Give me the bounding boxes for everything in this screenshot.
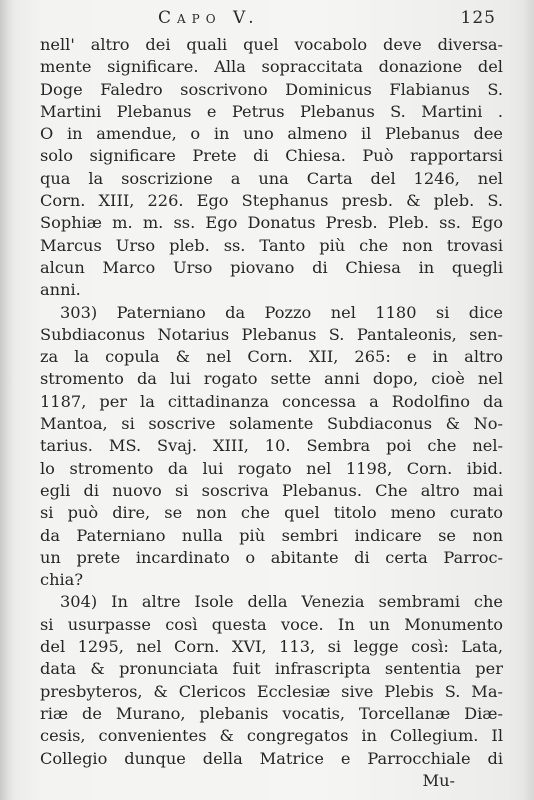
text-line: si può dire, se non che quel titolo meno curato [40,503,503,523]
text-line: stromento da lui rogato sette anni dopo, cioè nel [40,369,503,389]
text-line: egli di nuovo si soscriva Plebanus. Che altro mai [40,480,503,500]
text-line: mente significare. Alla sopraccitata donazione del [40,57,503,77]
text-line: Corn. XIII, 226. Ego Stephanus presb. & pleb. S. [40,191,503,211]
page-header [40,8,500,30]
text-line: za la copula & nel Corn. XII, 265: e in altro [40,347,503,367]
text-line: anni. [40,280,81,300]
text-line: Martini Plebanus e Petrus Plebanus S. Martini . [40,101,503,121]
text-line: presbyteros, & Clericos Ecclesiæ sive Plebis S. Ma- [40,681,503,701]
text-line: Sophiæ m. m. ss. Ego Donatus Presb. Pleb. ss. Ego [40,213,503,233]
text-line: solo significare Prete di Chiesa. Può rapportarsi [40,146,503,166]
paragraph-303-first-line: 303) Paterniano da Pozzo nel 1180 si dice [60,302,503,322]
page-body-text [40,34,503,792]
text-line: Marcus Urso pleb. ss. Tanto più che non trovasi [40,235,503,255]
page-edge-shadow [524,0,534,800]
text-line: del 1295, nel Corn. XVI, 113, si legge così: Lata, [40,637,503,657]
text-line: nell' altro dei quali quel vocabolo deve diversa- [40,35,503,54]
running-head: Capo V. [158,8,260,28]
text-line: O in amendue, o in uno almeno il Plebanus dee [40,124,503,144]
text-line: Mantoa, si soscrive solamente Subdiaconus & No- [40,414,503,434]
text-line: riæ de Murano, plebanis vocatis, Torcellanæ Diæ- [40,703,503,723]
text-line: si usurpasse così questa voce. In un Monumento [40,614,503,634]
text-line: Subdiaconus Notarius Plebanus S. Pantaleonis, sen- [40,324,503,344]
page-number: 125 [460,8,496,28]
text-line: da Paterniano nulla più sembri indicare se non [40,525,503,545]
page-gutter-shadow [0,0,14,800]
catchword: Mu- [422,770,455,790]
text-line: lo stromento da lui rogato nel 1198, Corn. ibid. [40,458,503,478]
text-line: Doge Faledro soscrivono Dominicus Flabianus S. [40,79,503,99]
text-line: data & pronunciata fuit infrascripta sententia per [40,659,503,679]
paragraph-304-first-line: 304) In altre Isole della Venezia sembrami che [60,592,503,612]
text-line: Collegio dunque della Matrice e Parrocchiale di [40,748,503,768]
text-line: chia? [40,570,83,590]
text-line: alcun Marco Urso piovano di Chiesa in quegli [40,257,503,277]
text-line: 1187, per la cittadinanza concessa a Rodolfino da [40,391,503,411]
text-line: un prete incardinato o abitante di certa Parroc- [40,547,503,567]
text-line: qua la soscrizione a una Carta del 1246, nel [40,168,503,188]
text-line: tarius. MS. Svaj. XIII, 10. Sembra poi che nel- [40,436,503,456]
text-line: cesis, convenientes & congregatos in Collegium. Il [40,726,503,746]
